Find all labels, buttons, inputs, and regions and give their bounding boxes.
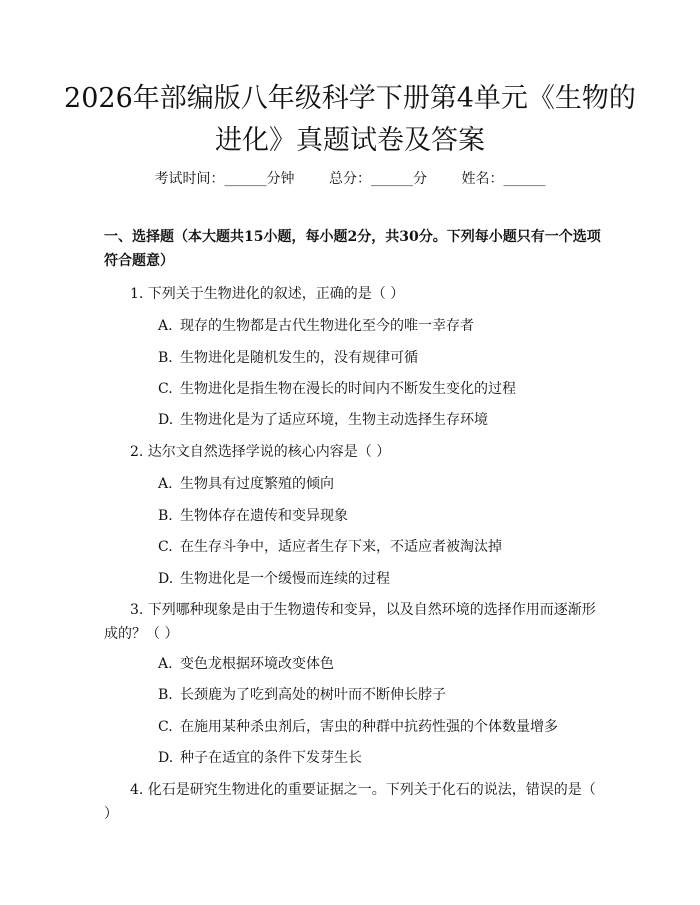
exam-info <box>0 168 700 188</box>
option-text: 长颈鹿为了吃到高处的树叶而不断伸长脖子 <box>180 687 446 703</box>
option <box>158 314 618 338</box>
option-text: 现存的生物都是古代生物进化至今的唯一幸存者 <box>180 318 474 334</box>
option <box>158 715 618 739</box>
option-text: 在生存斗争中，适应者生存下来，不适应者被淘汰掉 <box>180 539 502 555</box>
option <box>158 472 618 496</box>
option <box>158 652 618 676</box>
exam-time: 考试时间：______分钟 <box>154 171 295 187</box>
option <box>158 377 618 401</box>
question-2: 2. 达尔文自然选择学说的核心内容是（ ） <box>130 444 391 460</box>
option-label: C. <box>158 381 173 397</box>
option-label: D. <box>158 750 174 766</box>
option-label: C. <box>158 539 173 555</box>
option-text: 生物进化是一个缓慢而连续的过程 <box>180 571 390 587</box>
option-text: 生物进化是为了适应环境，生物主动选择生存环境 <box>180 412 488 428</box>
option <box>158 346 618 370</box>
option <box>158 746 618 770</box>
question-4: 4. 化石是研究生物进化的重要证据之一。下列关于化石的说法，错误的是（ ） <box>104 782 596 822</box>
question-1: 1. 下列关于生物进化的叙述，正确的是（ ） <box>130 286 405 302</box>
option <box>158 567 618 591</box>
option-text: 生物进化是随机发生的，没有规律可循 <box>180 350 418 366</box>
section-heading: 一、选择题（本大题共15小题，每小题2分，共30分。下列每小题只有一个选项符合题意） <box>104 229 601 269</box>
option-text: 生物体存在遗传和变异现象 <box>180 508 348 524</box>
option-label: A. <box>158 318 173 334</box>
option-label: A. <box>158 656 173 672</box>
question-3: 3. 下列哪种现象是由于生物遗传和变异，以及自然环境的选择作用而逐渐形成的？（ ） <box>104 602 596 642</box>
page-title: 2026年部编版八年级科学下册第4单元《生物的进化》真题试卷及答案 <box>64 83 636 156</box>
option-label: B. <box>158 350 173 366</box>
option-label: D. <box>158 571 174 587</box>
option-label: C. <box>158 719 173 735</box>
option <box>158 408 618 432</box>
option-label: B. <box>158 508 173 524</box>
option <box>158 504 618 528</box>
option-text: 变色龙根据环境改变体色 <box>180 656 334 672</box>
option-label: D. <box>158 412 174 428</box>
option-label: B. <box>158 687 173 703</box>
option-text: 在施用某种杀虫剂后，害虫的种群中抗药性强的个体数量增多 <box>180 719 558 735</box>
exam-score: 总分：______分 <box>329 171 427 187</box>
option-label: A. <box>158 476 173 492</box>
option-text: 种子在适宜的条件下发芽生长 <box>180 750 362 766</box>
option-text: 生物进化是指生物在漫长的时间内不断发生变化的过程 <box>180 381 516 397</box>
option <box>158 683 618 707</box>
student-name: 姓名：______ <box>461 171 546 187</box>
option-text: 生物具有过度繁殖的倾向 <box>180 476 334 492</box>
option <box>158 535 618 559</box>
